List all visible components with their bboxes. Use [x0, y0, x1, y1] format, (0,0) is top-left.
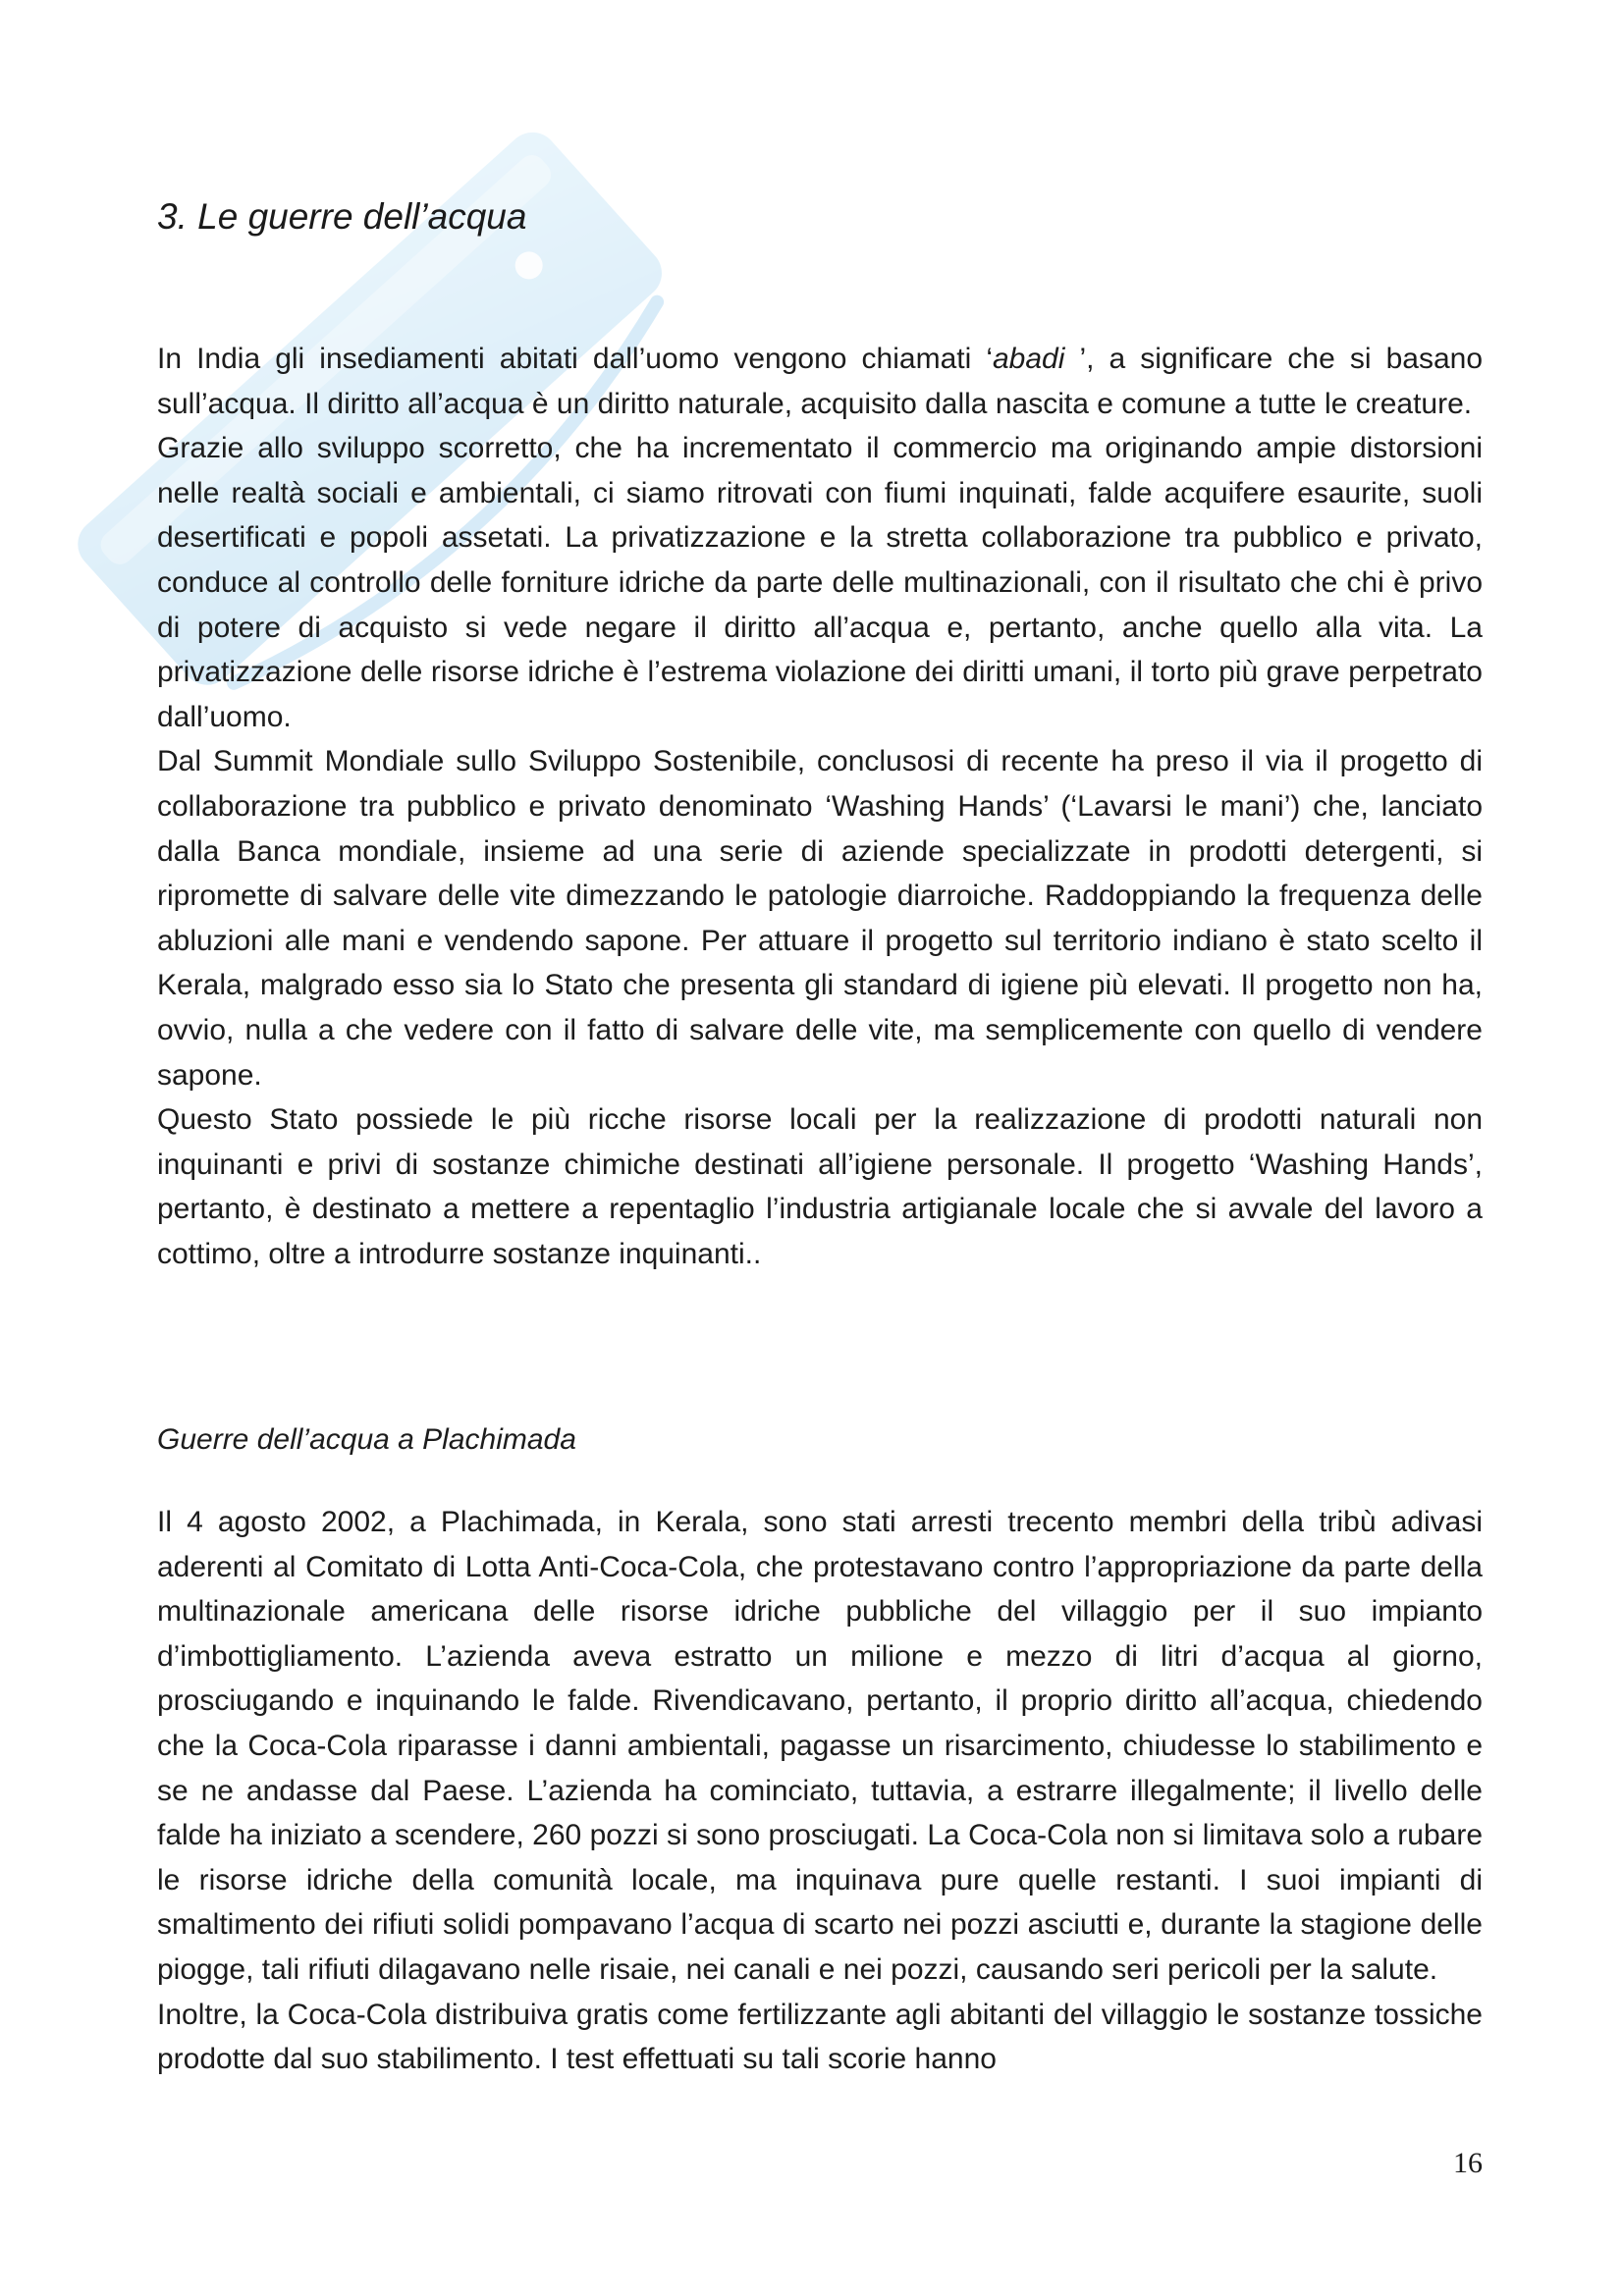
paragraph-washing-hands: Dal Summit Mondiale sullo Sviluppo Sostenibile, conclusosi di recente ha preso il via il progetto di collaborazione tra pubblico e privato denominato ‘Washing Hands’ (‘Lavarsi le mani’) che, lanciato dalla Banca mondiale, insieme ad una serie di aziende specializzate in prodotti detergenti, si ripromette di salvare delle vite dimezzando le patologie diarroiche. Raddoppiando la frequenza delle abluzioni alle mani e vendendo sapone. Per attuare il progetto sul territorio indiano è stato scelto il Kerala, malgrado esso sia lo Stato che presenta gli standard di igiene più elevati. Il progetto non ha, ovvio, nulla a che vedere con il fatto di salvare delle vite, ma semplicemente con quello di vendere sapone. — [157, 745, 1483, 1092]
paragraph-intro-start: In India gli insediamenti abitati dall’uomo vengono chiamati ‘ — [157, 343, 993, 375]
paragraph-local-resources: Questo Stato possiede le più ricche risorse locali per la realizzazione di prodotti naturali non inquinanti e privi di sostanze chimiche destinati all’igiene personale. Il progetto ‘Washing Hands’, pertanto, è destinato a mettere a repentaglio l’industria artigianale locale che si avvale del lavoro a cottimo, oltre a introdurre sostanze inquinanti.. — [157, 1103, 1483, 1270]
paragraph-intro — [157, 337, 1483, 426]
term-abadi: abadi — [993, 343, 1065, 375]
section-one — [157, 337, 1483, 1276]
paragraph-plachimada: Il 4 agosto 2002, a Plachimada, in Kerala, sono stati arresti trecento membri della tribù adivasi aderenti al Comitato di Lotta Anti-Coca-Cola, che protestavano contro l’appropriazione da parte della multinazionale americana delle risorse idriche pubbliche del villaggio per il suo impianto d’imbottigliamento. L’azienda aveva estratto un milione e mezzo di litri d’acqua al giorno, prosciugando e inquinando le falde. Rivendicavano, pertanto, il proprio diritto all’acqua, chiedendo che la Coca-Cola riparasse i danni ambientali, pagasse un risarcimento, chiudesse lo stabilimento e se ne andasse dal Paese. L’azienda ha cominciato, tuttavia, a estrarre illegalmente; il livello delle falde ha iniziato a scendere, 260 pozzi si sono prosciugati. La Coca-Cola non si limitava solo a rubare le risorse idriche della comunità locale, ma inquinava pure quelle restanti. I suoi impianti di smaltimento dei rifiuti solidi pompavano l’acqua di scarto nei pozzi asciutti e, durante la stagione delle piogge, tali rifiuti dilagavano nelle risaie, nei canali e nei pozzi, causando seri pericoli per la salute. — [157, 1506, 1483, 1986]
section-two — [157, 1500, 1483, 2082]
paragraph-intro-end: ’, a significare che si basano sull’acqua. Il diritto all’acqua è un diritto naturale, acquisito dalla nascita e comune a tutte le creature. — [157, 343, 1484, 420]
paragraph-privatization: Grazie allo sviluppo scorretto, che ha incrementato il commercio ma originando ampie distorsioni nelle realtà sociali e ambientali, ci siamo ritrovati con fiumi inquinati, falde acquifere esaurite, suoli desertificati e popoli assetati. La privatizzazione e la stretta collaborazione tra pubblico e privato, conduce al controllo delle forniture idriche da parte delle multinazionali, con il risultato che chi è privo di potere di acquisto si vede negare il diritto all’acqua e, pertanto, anche quello alla vita. La privatizzazione delle risorse idriche è l’estrema violazione dei diritti umani, il torto più grave perpetrato dall’uomo. — [157, 432, 1483, 733]
watermark-dot-icon — [510, 246, 549, 286]
paragraph-fertilizer: Inoltre, la Coca-Cola distribuiva gratis come fertilizzante agli abitanti del villaggio le sostanze tossiche prodotte dal suo stabilimento. I test effettuati su tali scorie hanno — [157, 1998, 1483, 2076]
chapter-title: 3. Le guerre dell’acqua — [157, 196, 527, 237]
page-number: 16 — [1453, 2147, 1483, 2179]
section-subtitle: Guerre dell’acqua a Plachimada — [157, 1423, 576, 1456]
